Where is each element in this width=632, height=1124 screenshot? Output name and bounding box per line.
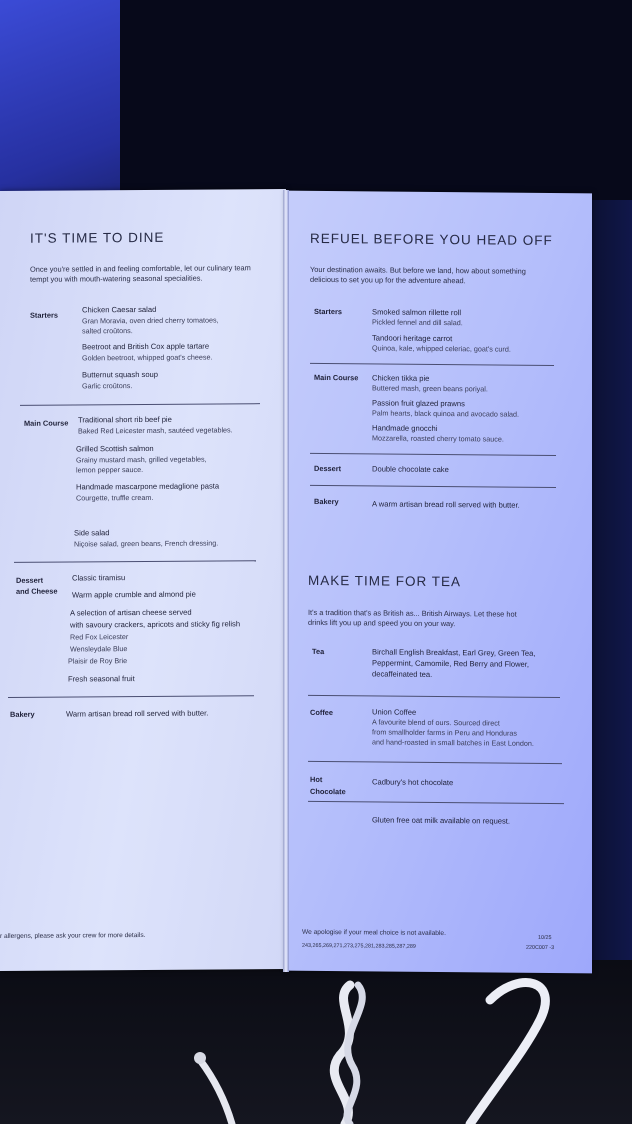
- menu-fold: [283, 190, 289, 972]
- left-main-2-desc-2: lemon pepper sauce.: [76, 464, 144, 475]
- menu-ref: 220C007 -3: [526, 944, 555, 952]
- left-starters-label: Starters: [30, 310, 58, 320]
- coffee-label: Coffee: [310, 707, 333, 718]
- right-intro-line-2: delicious to set you up for the adventure ahead.: [310, 274, 466, 286]
- left-starter-3: Butternut squash soup: [82, 369, 158, 380]
- right-main-2: Passion fruit glazed prawns: [372, 398, 465, 409]
- left-main-label: Main Course: [24, 418, 69, 428]
- left-dessert-1: Classic tiramisu: [72, 573, 126, 583]
- left-starter-2-desc: Golden beetroot, whipped goat's cheese.: [82, 352, 213, 363]
- right-main-1-desc: Buttered mash, green beans poriyal.: [372, 383, 488, 394]
- left-cheese-3: Plaisir de Roy Brie: [68, 656, 128, 666]
- divider: [310, 363, 554, 366]
- divider: [310, 453, 556, 456]
- right-bakery-1: A warm artisan bread roll served with butter.: [372, 499, 520, 510]
- tea-line-1: Birchall English Breakfast, Earl Grey, Green Tea,: [372, 647, 536, 658]
- right-dessert-label: Dessert: [314, 463, 342, 474]
- left-dessert-label-1: Dessert: [16, 575, 44, 585]
- right-starter-2: Tandoori heritage carrot: [372, 333, 453, 344]
- left-starter-2: Beetroot and British Cox apple tartare: [82, 341, 210, 352]
- left-main-2: Grilled Scottish salmon: [76, 443, 154, 454]
- menu-date: 10/25: [538, 934, 552, 941]
- right-dessert-1: Double chocolate cake: [372, 464, 449, 475]
- divider: [308, 801, 564, 804]
- left-cheese-2: Wensleydale Blue: [70, 644, 128, 654]
- left-main-3: Handmade mascarpone medaglione pasta: [76, 481, 220, 492]
- hot-chocolate-item: Cadbury's hot chocolate: [372, 777, 454, 788]
- coffee-desc-2: from smallholder farms in Peru and Honduras: [372, 727, 518, 738]
- tea-line-2: Peppermint, Camomile, Red Berry and Flower,: [372, 658, 529, 669]
- hot-chocolate-label-1: Hot: [310, 774, 323, 784]
- divider: [8, 695, 254, 698]
- tea-section-title: MAKE TIME FOR TEA: [308, 572, 462, 590]
- left-dessert-label-2: and Cheese: [16, 586, 58, 596]
- left-main-3-desc: Courgette, truffle cream.: [76, 492, 154, 503]
- left-main-1-desc: Baked Red Leicester mash, sautéed vegetables.: [78, 425, 233, 436]
- left-bakery-label: Bakery: [10, 709, 35, 719]
- left-dessert-fruit: Fresh seasonal fruit: [68, 674, 135, 684]
- right-starter-1: Smoked salmon rillette roll: [372, 307, 462, 318]
- left-dessert-cheese-1: A selection of artisan cheese served: [70, 607, 192, 618]
- left-intro-line-2: tempt you with mouth-watering seasonal specialities.: [30, 273, 203, 284]
- tea-intro-line-2: drinks lift you up and speed you on your way.: [308, 617, 456, 629]
- right-main-1: Chicken tikka pie: [372, 373, 430, 383]
- left-side-salad-desc: Niçoise salad, green beans, French dressing.: [74, 538, 219, 549]
- coffee-desc-1: A favourite blend of ours. Sourced direct: [372, 717, 500, 728]
- right-starters-label: Starters: [314, 306, 342, 317]
- left-cheese-1: Red Fox Leicester: [70, 632, 129, 642]
- right-main-3-desc: Mozzarella, roasted cherry tomato sauce.: [372, 433, 504, 444]
- divider: [308, 695, 560, 698]
- left-starter-1-desc-2: salted croûtons.: [82, 326, 133, 336]
- right-main-3: Handmade gnocchi: [372, 423, 438, 433]
- left-page-title: IT'S TIME TO DINE: [30, 229, 165, 246]
- menu-right-page: [286, 191, 592, 974]
- left-bakery-1: Warm artisan bread roll served with butter.: [66, 708, 209, 719]
- left-intro-line-1: Once you're settled in and feeling comfortable, let our culinary team: [30, 263, 251, 274]
- left-side-salad: Side salad: [74, 528, 110, 538]
- right-starter-1-desc: Pickled fennel and dill salad.: [372, 317, 463, 328]
- left-main-1: Traditional short rib beef pie: [78, 414, 172, 425]
- divider: [20, 403, 260, 406]
- left-starter-3-desc: Garlic croûtons.: [82, 381, 133, 391]
- oat-milk-note: Gluten free oat milk available on request.: [372, 815, 511, 826]
- left-footer-allergens: r allergens, please ask your crew for more details.: [0, 931, 146, 940]
- divider: [14, 560, 256, 563]
- right-starter-2-desc: Quinoa, kale, whipped celeriac, goat's curd.: [372, 343, 511, 354]
- coffee-desc-3: and hand-roasted in small batches in East London.: [372, 737, 534, 748]
- tea-line-3: decaffeinated tea.: [372, 669, 433, 679]
- tea-intro-line-1: It's a tradition that's as British as... British Airways. Let these hot: [308, 607, 517, 619]
- left-dessert-cheese-2: with savoury crackers, apricots and sticky fig relish: [70, 619, 241, 630]
- left-main-2-desc-1: Grainy mustard mash, grilled vegetables,: [76, 454, 207, 465]
- tea-label: Tea: [312, 646, 325, 656]
- menu-cord: [0, 960, 632, 1124]
- right-main-2-desc: Palm hearts, black quinoa and avocado salad.: [372, 408, 520, 419]
- divider: [308, 761, 562, 764]
- right-footer-apology: We apologise if your meal choice is not available.: [302, 928, 446, 938]
- right-bakery-label: Bakery: [314, 496, 339, 507]
- right-page-title: REFUEL BEFORE YOU HEAD OFF: [310, 230, 553, 248]
- left-starter-1: Chicken Caesar salad: [82, 304, 157, 315]
- right-intro-line-1: Your destination awaits. But before we land, how about something: [310, 264, 526, 276]
- right-main-label: Main Course: [314, 372, 359, 383]
- left-dessert-2: Warm apple crumble and almond pie: [72, 589, 196, 600]
- left-starter-1-desc-1: Gran Moravia, oven dried cherry tomatoes,: [82, 315, 219, 326]
- cabin-background: [590, 200, 632, 960]
- flight-codes: 243,265,269,271,273,275,281,283,285,287,289: [302, 942, 416, 950]
- hot-chocolate-label-2: Chocolate: [310, 786, 346, 797]
- coffee-name: Union Coffee: [372, 707, 417, 717]
- menu-left-page: [0, 189, 286, 971]
- divider: [310, 485, 556, 488]
